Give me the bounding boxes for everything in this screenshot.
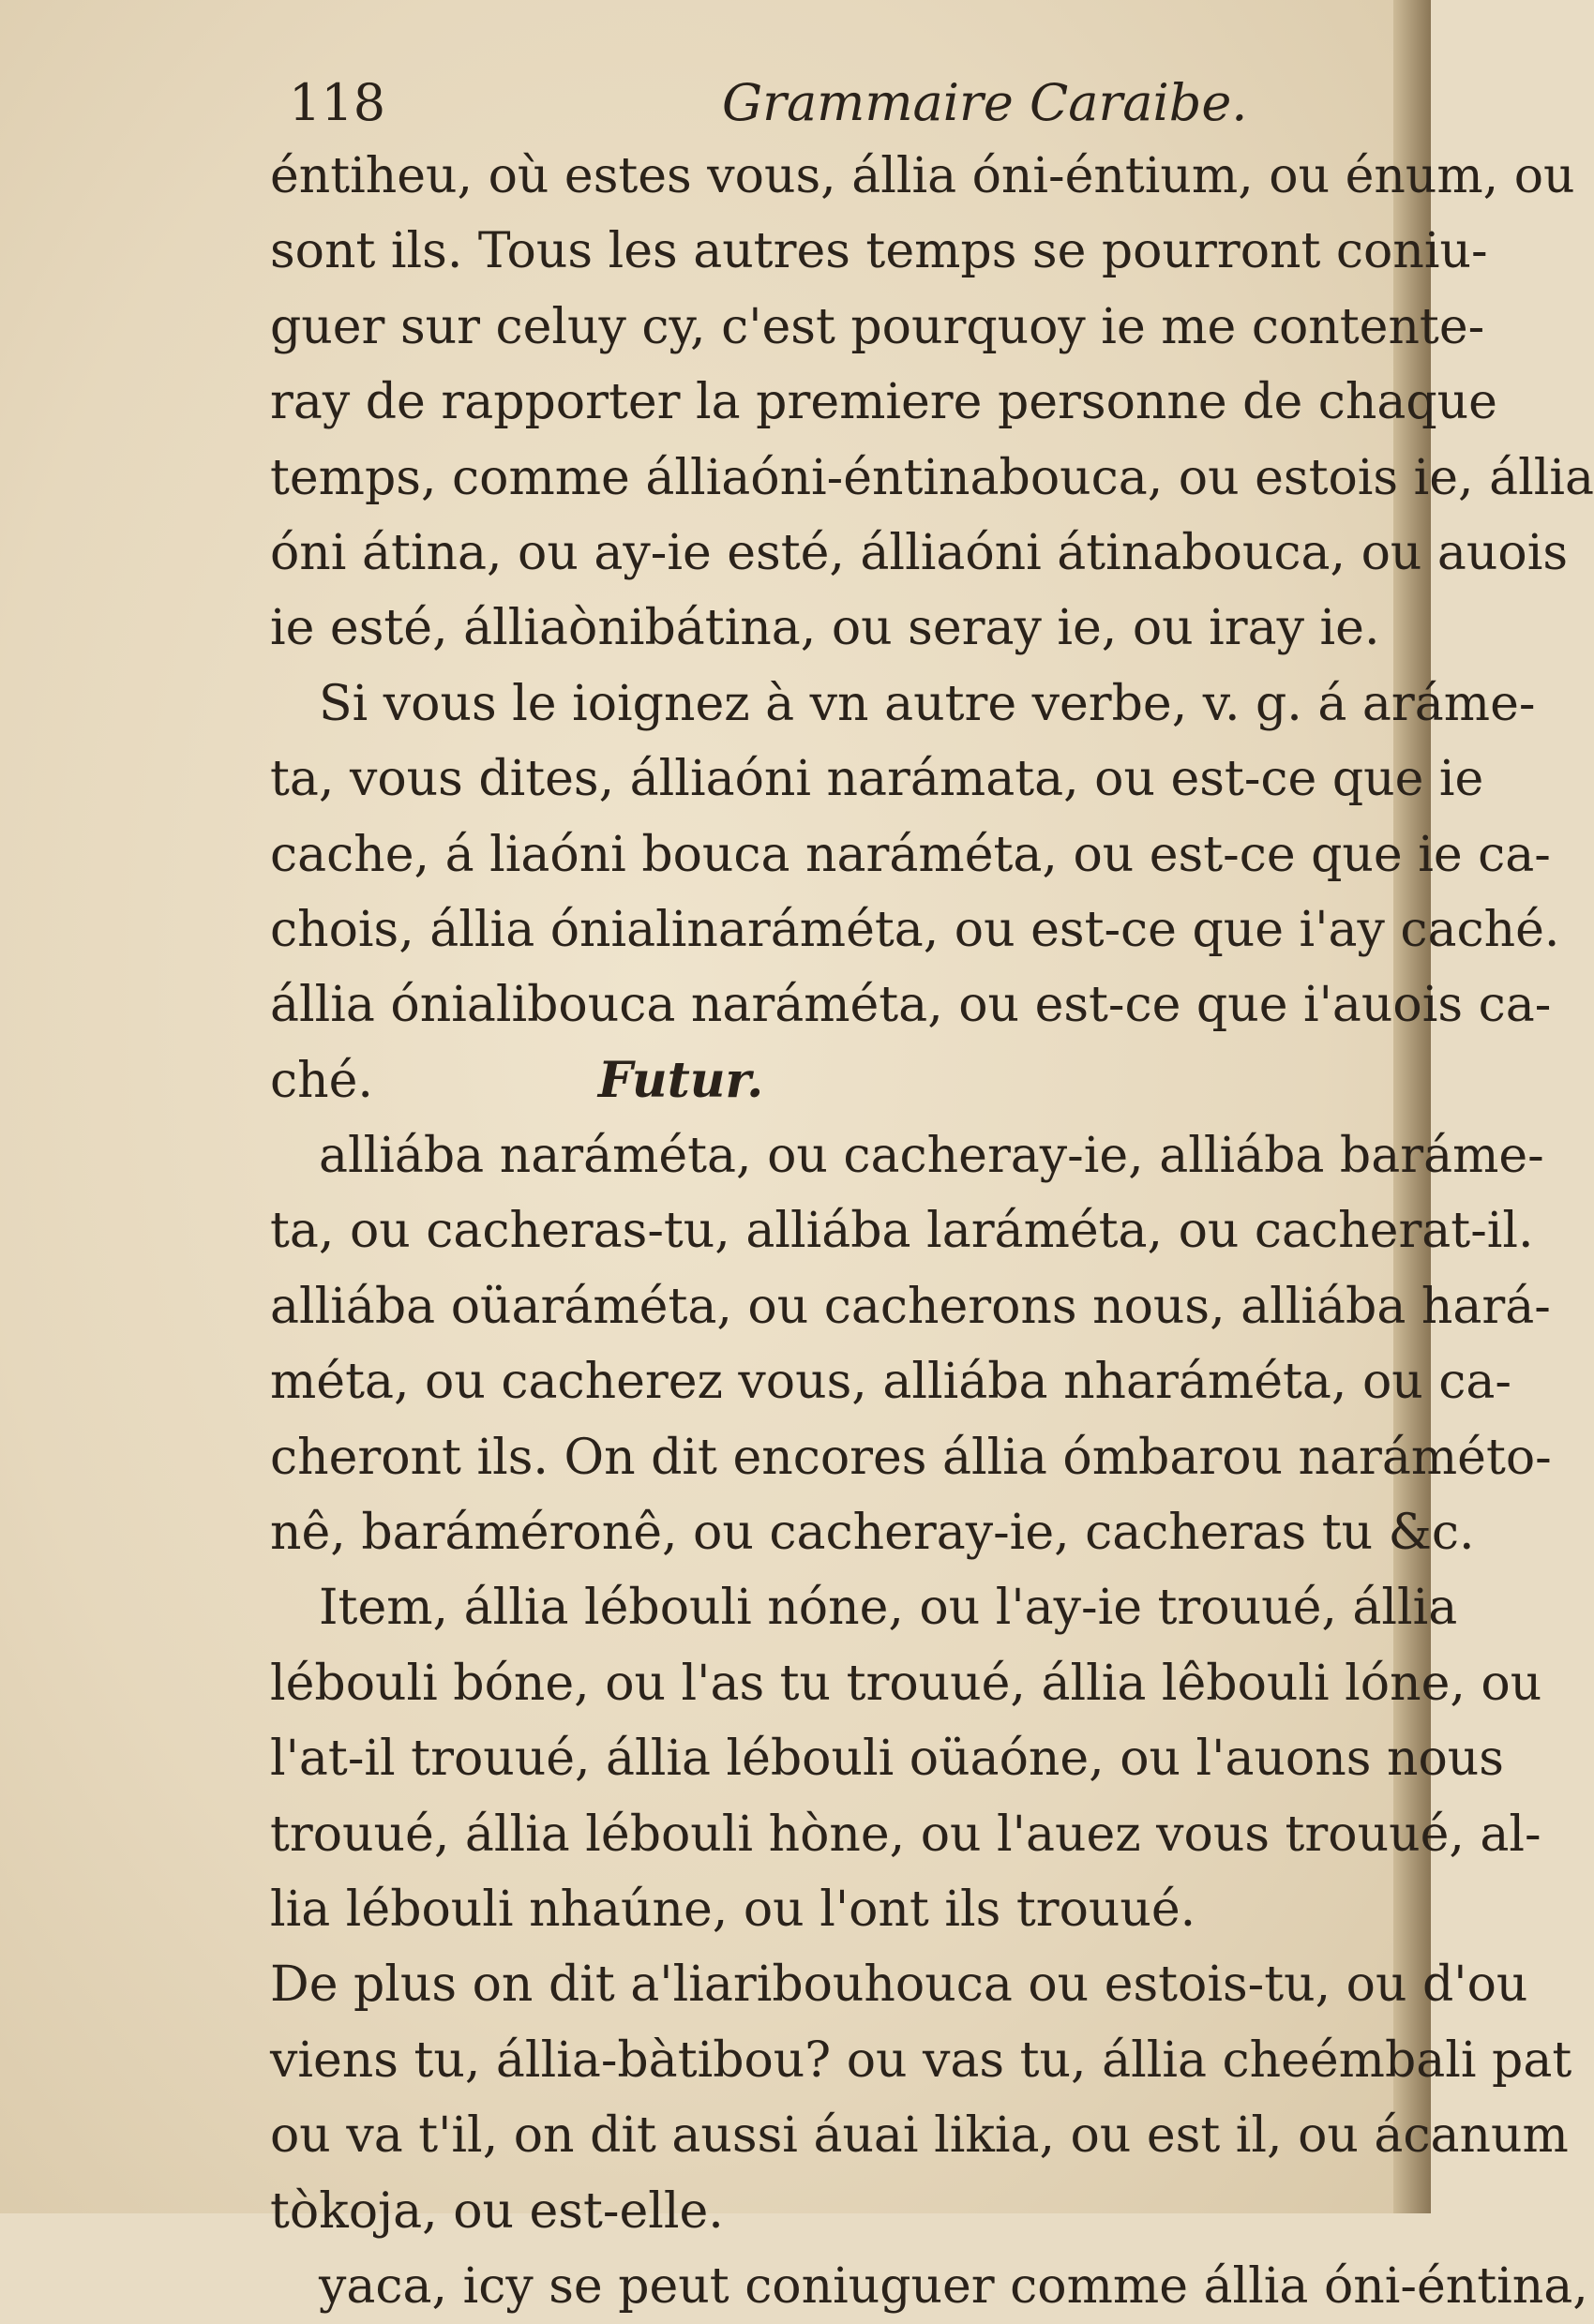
text-line: Item, állia lébouli nóne, ou l'ay-ie trouué, állia	[319, 1580, 1458, 1637]
running-title: Grammaire Caraibe.	[722, 73, 1248, 132]
text-line: alliába naráméta, ou cacheray-ie, alliába baráme-	[319, 1128, 1544, 1185]
body-text	[270, 139, 1594, 2324]
text-line: Si vous le ioignez à vn autre verbe, v. g. á aráme-	[319, 675, 1536, 732]
text-line: cache, á liaóni bouca naráméta, ou est-ce que ie ca-	[270, 826, 1551, 883]
text-line: ta, vous dites, álliaóni narámata, ou est-ce que ie	[270, 751, 1484, 808]
text-line: nê, baráméronê, ou cacheray-ie, cacheras tu &c.	[270, 1505, 1475, 1562]
section-label-futur: Futur.	[597, 1051, 764, 1109]
text-line: sont ils. Tous les autres temps se pourront coniu-	[270, 223, 1488, 280]
text-line: ie esté, álliaònibátina, ou seray ie, ou iray ie.	[270, 600, 1380, 657]
text-line: ou va t'il, on dit aussi áuai likia, ou est il, ou ácanum	[270, 2107, 1569, 2165]
text-line: trouué, állia lébouli hòne, ou l'auez vous trouué, al-	[270, 1806, 1541, 1863]
text-line: lia lébouli nhaúne, ou l'ont ils trouué.	[270, 1881, 1196, 1938]
text-line: állia ónialibouca naráméta, ou est-ce que i'auois ca-	[270, 977, 1552, 1034]
text-line-with-section-label	[270, 1043, 1423, 1118]
page-number: 118	[289, 73, 386, 132]
text-line: lébouli bóne, ou l'as tu trouué, állia lêbouli lóne, ou	[270, 1655, 1542, 1712]
text-line: óni átina, ou ay-ie esté, álliaóni átinabouca, ou auois	[270, 524, 1569, 581]
text-line: ta, ou cacheras-tu, alliába laráméta, ou cacherat-il.	[270, 1203, 1534, 1260]
text-line: guer sur celuy cy, c'est pourquoy ie me contente-	[270, 298, 1485, 355]
text-line: De plus on dit a'liaribouhouca ou estois-tu, ou d'ou	[270, 1957, 1528, 2014]
text-line: ray de rapporter la premiere personne de chaque	[270, 374, 1497, 431]
text-line: yaca, icy se peut coniuguer comme állia óni-éntina,	[319, 2257, 1588, 2315]
text-line: éntiheu, où estes vous, állia óni-éntium, ou énum, ou	[270, 148, 1575, 204]
text-line: l'at-il trouué, állia lébouli oüaóne, ou l'auons nous	[270, 1731, 1504, 1788]
text-line: méta, ou cacherez vous, alliába nharáméta, ou ca-	[270, 1354, 1511, 1411]
page-header	[281, 73, 1360, 139]
text-line: cheront ils. On dit encores állia ómbarou naráméto-	[270, 1429, 1552, 1486]
text-fragment: ché.	[270, 1052, 373, 1109]
text-line: alliába oüaráméta, ou cacherons nous, alliába hará-	[270, 1278, 1551, 1335]
text-line: temps, comme álliaóni-éntinabouca, ou estois ie, állia	[270, 449, 1594, 506]
text-line: chois, állia ónialinaráméta, ou est-ce que i'ay caché.	[270, 901, 1560, 958]
text-line: tòkoja, ou est-elle.	[270, 2182, 724, 2240]
text-line: viens tu, állia-bàtibou? ou vas tu, állia cheémbali pat	[270, 2032, 1572, 2089]
